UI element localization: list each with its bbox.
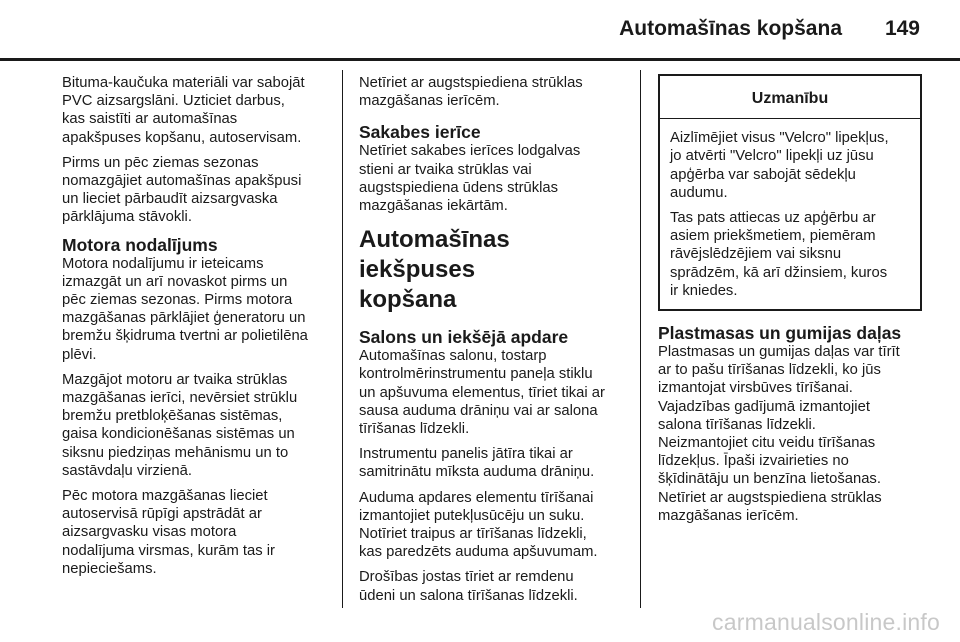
paragraph-winter-underbody: Pirms un pēc ziemas sezonas nomazgājiet automašīnas apakšpusi un lieciet pārbaudīt aizsargvaska pārklājuma stāvokli. — [62, 154, 302, 226]
page-number: 149 — [884, 17, 920, 40]
heading-plastic-rubber: Plastmasas un gumijas daļas — [658, 323, 902, 344]
heading-towbar: Sakabes ierīce — [359, 122, 481, 143]
heading-cabin-trim: Salons un iekšējā apdare — [359, 327, 569, 348]
paragraph-after-wash: Pēc motora mazgāšanas lieciet autoservisā rūpīgi apstrādāt ar aizsargvasku visas motora nodalījuma virsmas, kurām tas ir nepieciešams. — [62, 488, 275, 577]
paragraph-engine-wash: Motora nodalījumu ir ieteicams izmazgāt un arī novaskot pirms un pēc ziemas sezonas. Pirms motora mazgāšanas pārklājiet ģeneratoru un bremžu šķidruma tvertni ar polietilēna plēvi. — [62, 255, 308, 363]
paragraph-towbar: Netīriet sakabes ierīces lodgalvas stieni ar tvaika strūklas vai augstspiediena ūdens strūklas mazgāšanas iekārtām. — [359, 143, 581, 215]
caution-velcro: Aizlīmējiet visus "Velcro" lipekļus, jo atvērti "Velcro" lipekļi uz jūsu apģērba var sabojāt sēdekļu audumu. — [670, 130, 889, 201]
caution-sharp-objects: Tas pats attiecas uz apģērbu ar asiem priekšmetiem, piemēram rāvējslēdzējiem vai siksnu sprādzēm, kā arī džinsiem, kuros ir kniedes. — [670, 210, 888, 299]
header-divider — [0, 58, 960, 61]
paragraph-fabric-trim: Auduma apdares elementu tīrīšanai izmantojiet putekļusūcēju un suku. Notīriet traipus ar tīrīšanas līdzekli, kas paredzēts auduma apšuvumam. — [359, 489, 598, 561]
heading-interior-care: Automašīnas iekšpuses kopšana — [359, 226, 510, 314]
paragraph-plastic-rubber: Plastmasas un gumijas daļas var tīrīt ar to pašu tīrīšanas līdzekli, ko jūs izmantojat virsbūves tīrīšanai. Vajadzības gadījumā izmantojiet salona tīrīšanas līdzekli. Neizmantojiet citu veidu tīrīšanas līdzekļus. Īpaši izvairieties no šķīdinātāju un benzīna lietošanas. Netīriet ar augstspiediena strūklas mazgāšanas ierīcēm. — [658, 344, 900, 524]
paragraph-seat-belts: Drošības jostas tīriet ar remdenu ūdeni un salona tīrīšanas līdzekli. — [359, 569, 578, 604]
paragraph-high-pressure: Netīriet ar augstspiediena strūklas mazgāšanas ierīcēm. — [359, 75, 583, 110]
column-divider-2 — [640, 70, 641, 608]
paragraph-bitumen: Bituma-kaučuka materiāli var sabojāt PVC aizsargslāni. Uzticiet darbus, kas saistīti ar automašīnas apakšpuses kopšanu, autoservisam. — [62, 75, 305, 146]
paragraph-instrument-panel: Instrumentu panelis jātīra tikai ar samitrinātu mīksta auduma drāniņu. — [359, 446, 595, 481]
caution-title: Uzmanību — [660, 76, 920, 119]
column-left — [62, 74, 330, 585]
column-right — [658, 74, 922, 532]
watermark: carmanualsonline.info — [712, 609, 940, 635]
heading-engine-compartment: Motora nodalījums — [62, 234, 218, 255]
caution-box — [658, 74, 922, 311]
paragraph-cabin-clean: Automašīnas salonu, tostarp kontrolmērinstrumentu paneļa stiklu un apšuvuma elementus, tīriet tikai ar sausa auduma drāniņu vai ar salona tīrīšanas līdzekli. — [359, 348, 605, 438]
column-divider-1 — [342, 70, 343, 608]
caution-body — [660, 119, 920, 309]
page-title: Automašīnas kopšana — [619, 17, 842, 40]
paragraph-steam-cleaner: Mazgājot motoru ar tvaika strūklas mazgāšanas ierīci, nevērsiet strūklu bremžu pretbloķēšanas sistēmas, gaisa kondicionēšanas sistēmas un siksnu piedziņas mehānismu un to sastāvdaļu virzienā. — [62, 371, 298, 479]
column-middle — [359, 74, 629, 612]
page-header — [0, 0, 960, 62]
